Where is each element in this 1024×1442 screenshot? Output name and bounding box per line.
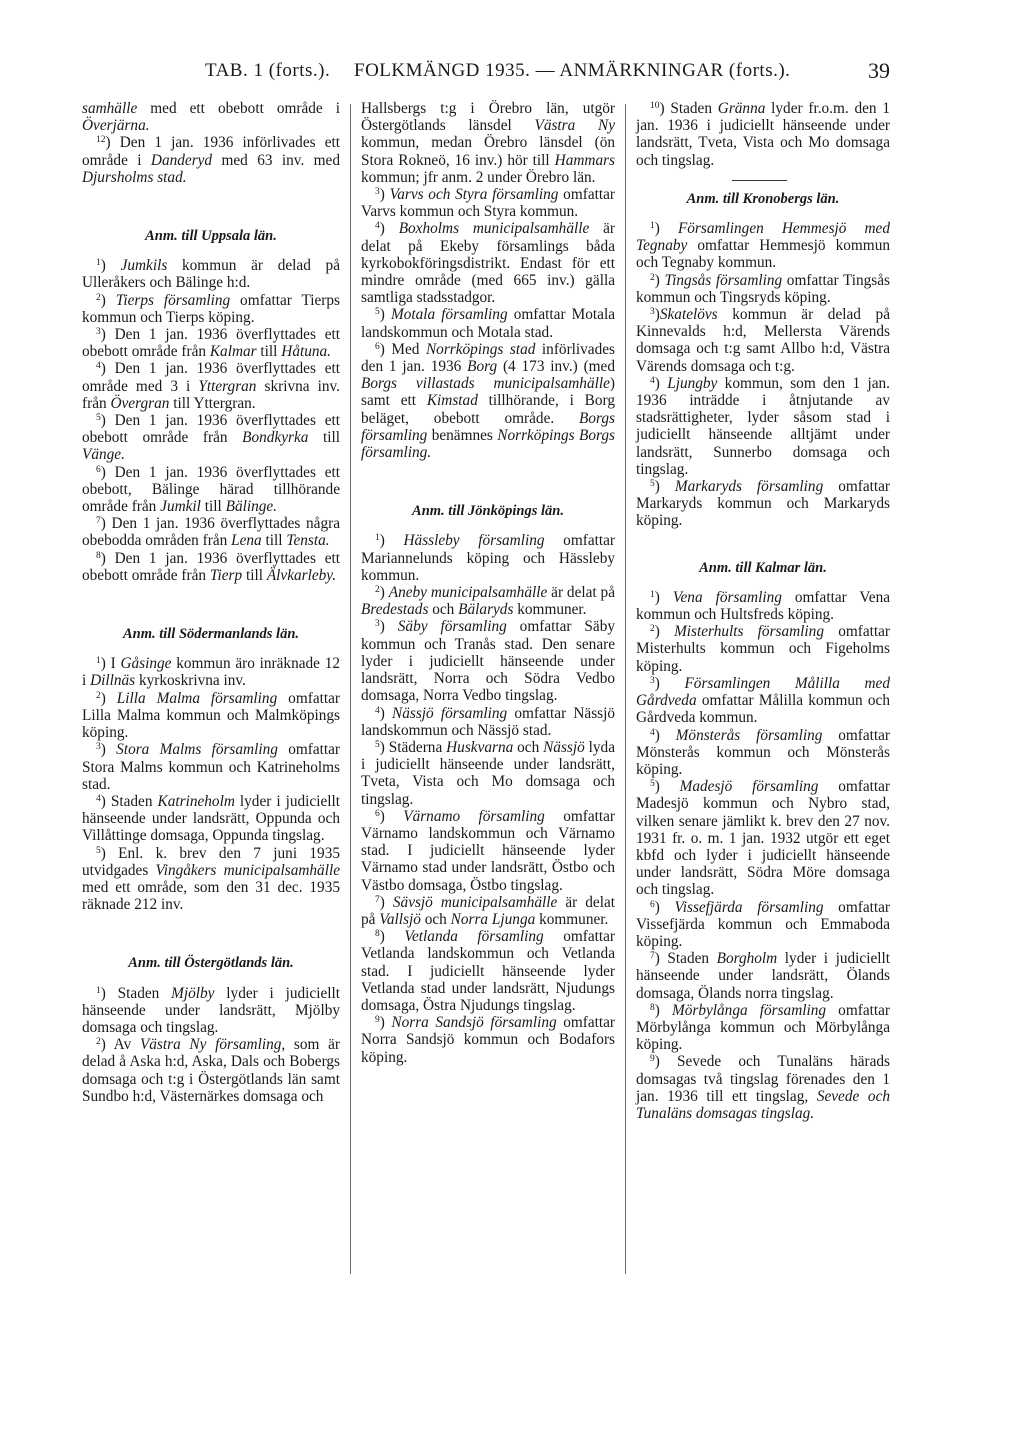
text-run: ) <box>379 807 404 825</box>
text-run: ) Den 1 jan. 1936 införlivades ett område i <box>82 134 340 169</box>
italic-term: Sevede och Tunaläns domsagas tingslag. <box>636 1087 891 1122</box>
footnote-paragraph <box>361 618 615 704</box>
text-run: lyder i judiciellt hänseende under landsrätt, Mjölby domsaga och tingslag. <box>82 984 340 1036</box>
text-run: Hallsbergs t:g i Örebro län, utgör Östergötlands länsdel <box>361 100 615 135</box>
text-run: ) <box>654 623 675 641</box>
page-title: FOLKMÄNGD 1935. — ANMÄRKNINGAR (forts.). <box>354 60 791 81</box>
footnote-paragraph <box>82 845 340 914</box>
footnote-paragraph <box>636 100 890 169</box>
footnote-number: 3 <box>650 675 655 686</box>
footnote-number: 6 <box>96 464 101 475</box>
footnote-paragraph <box>82 793 340 845</box>
footnote-number: 1 <box>96 985 101 996</box>
italic-term: Djursholms stad. <box>82 168 187 186</box>
footnote-paragraph <box>82 100 340 134</box>
italic-term: Huskvarna <box>446 738 514 756</box>
footnote-paragraph <box>636 478 890 530</box>
text-run: är delat på <box>547 584 615 602</box>
italic-term: Vallsjö <box>379 910 421 928</box>
footnote-number: 6 <box>375 341 380 352</box>
text-run: ) Enl. k. brev den 7 juni 1935 utvidgades <box>82 844 340 879</box>
italic-term: Sävsjö municipalsamhälle <box>392 893 558 911</box>
italic-term: Församlingen Målilla med Gårdveda <box>636 674 890 710</box>
italic-term: Jumkil <box>160 498 201 516</box>
italic-term: Vissefjärda församling <box>674 898 824 916</box>
text-run: tillhörande, i Borg beläget, obebott område. <box>361 392 615 427</box>
footnote-number: 5 <box>650 779 655 790</box>
text-run: omfattar Tingsås kommun och Tingsryds köping. <box>636 271 891 306</box>
footnote-paragraph <box>82 655 340 689</box>
text-run: med ett obebott område i <box>137 100 340 117</box>
text-run: kyrkoskrivna inv. <box>135 672 246 690</box>
footnote-number: 4 <box>650 727 655 738</box>
text-run: och <box>513 738 544 756</box>
text-run: till Yttergran. <box>169 394 256 412</box>
text-run: kommun är delad på Ulleråkers och Bälinge h:d. <box>82 257 340 292</box>
footnote-paragraph <box>361 584 615 618</box>
italic-term: Misterhults församling <box>674 623 824 641</box>
italic-term: Danderyd <box>150 151 213 169</box>
italic-term: Överjärna. <box>82 117 150 135</box>
text-run: ) <box>654 306 660 324</box>
italic-term: Vänge. <box>82 446 125 464</box>
footnote-paragraph <box>82 292 340 326</box>
italic-term: Lena <box>231 532 262 550</box>
text-run: ) Den 1 jan. 1936 överflyttades några obebodda områden från <box>82 515 340 550</box>
footnote-paragraph <box>361 186 615 220</box>
text-run: till <box>256 343 282 361</box>
footnote-number: 3 <box>96 327 101 338</box>
text-run: med ett område, som den 31 dec. 1935 räknade 212 inv. <box>82 878 340 914</box>
text-run: ) <box>654 726 676 744</box>
text-run: ) <box>379 220 399 238</box>
text-run: och <box>428 601 459 619</box>
footnote-number: 6 <box>375 808 380 819</box>
footnote-number: 4 <box>96 793 101 804</box>
italic-term: Västra Ny församling, <box>139 1036 286 1054</box>
footnote-paragraph <box>361 894 615 928</box>
text-run: kommuner. <box>513 601 587 619</box>
footnote-paragraph <box>82 1036 340 1105</box>
italic-term: Markaryds församling <box>674 478 824 496</box>
section-heading: Anm. till Kronobergs län. <box>686 190 840 207</box>
italic-term: Gåsinge <box>120 655 172 673</box>
italic-term: Bondkyrka <box>242 429 309 447</box>
text-run: ) Av <box>100 1036 140 1054</box>
footnote-number: 1 <box>96 258 101 269</box>
text-run: omfattar Säby kommun och Tranås stad. Den senare lyder i judiciellt hänseende under landsrätt, Norra och Södra Vedbo domsaga, Norra Vedbo tingslag. <box>361 618 616 705</box>
italic-term: Borgs församling <box>361 409 615 444</box>
footnote-paragraph <box>361 306 615 340</box>
text-run: omfattar Norra Sandsjö kommun och Bodafors köping. <box>361 1014 616 1066</box>
spacer <box>82 973 340 985</box>
italic-term: Kimstad <box>426 392 478 410</box>
section-heading: Anm. till Södermanlands län. <box>122 626 300 643</box>
italic-term: Norra Ljunga <box>450 910 536 928</box>
italic-term: Församlingen Hemmesjö med Tegnaby <box>636 220 890 255</box>
footnote-number: 3 <box>375 619 380 630</box>
italic-term: Övergran <box>110 394 170 412</box>
text-run: omfattar Motala landskommun och Motala stad. <box>361 306 616 341</box>
text-run: ) <box>654 1001 672 1019</box>
italic-term: Borgs villastads municipalsamhälle <box>361 375 610 393</box>
footnote-number: 9 <box>650 1054 655 1065</box>
text-run: ) <box>379 618 398 636</box>
text-run: omfattar Mönsterås kommun och Mönsterås köping. <box>636 726 891 778</box>
spacer <box>82 245 340 257</box>
italic-term: Nässjö församling <box>392 704 508 722</box>
section-heading: Anm. till Kalmar län. <box>699 559 827 576</box>
text-run: omfattar Lilla Malma kommun och Malmköpings köping. <box>82 689 340 742</box>
footnote-number: 2 <box>96 1037 101 1048</box>
footnote-number: 5 <box>96 413 101 424</box>
italic-term: Norrköpings stad <box>425 340 536 358</box>
text-run: omfattar Hemmesjö kommun och Tegnaby kommun. <box>636 237 890 272</box>
footnote-number: 6 <box>650 899 655 910</box>
spacer <box>361 461 615 503</box>
footnote-number: 10 <box>650 101 660 111</box>
text-run: (4 173 inv.) (med <box>497 358 615 376</box>
text-run: ) <box>100 689 117 707</box>
footnote-number: 7 <box>375 894 380 905</box>
spacer <box>82 643 340 655</box>
text-run: kommun, medan Örebro länsdel (ön Stora Rokneö, 16 inv.) hör till <box>361 134 615 169</box>
text-run: lyda i judiciellt hänseende under landsrätt, Tveta, Vista och Mo domsaga och tingslag. <box>361 738 615 808</box>
text-run: omfattar Madesjö kommun och Nybro stad, vilken senare jämlikt k. brev den 27 nov. 1931 fr. o. m. 1 jan. 1932 utgör ett eget kbfd och lyder i judiciellt hänseende under landsrätt, Södra Möre domsaga och tingslag. <box>636 778 891 899</box>
footnote-number: 9 <box>375 1015 380 1026</box>
text-run: ) <box>100 291 116 309</box>
footnote-paragraph <box>82 134 340 186</box>
footnote-paragraph <box>636 272 890 306</box>
text-run: ) <box>379 306 391 324</box>
text-run: ) <box>654 898 675 916</box>
footnote-paragraph <box>636 220 890 272</box>
text-run: och <box>420 910 451 928</box>
footnote-paragraph <box>636 375 890 478</box>
italic-term: Tensta. <box>286 532 330 550</box>
text-run: lyder fr.o.m. den 1 jan. 1936 i judiciellt hänseende under landsrätt, Tveta, Vista och Mo domsaga och tingslag. <box>636 100 890 169</box>
italic-term: Vetlanda församling <box>404 928 544 946</box>
footnote-number: 2 <box>96 690 101 701</box>
footnote-paragraph <box>82 741 340 793</box>
footnote-paragraph <box>636 623 890 675</box>
text-run: omfattar Tierps kommun och Tierps köping. <box>82 291 341 326</box>
footnote-paragraph <box>82 360 340 412</box>
text-run: kommun; jfr anm. 2 under Örebro län. <box>361 168 596 186</box>
text-run: ) Den 1 jan. 1936 överflyttades ett område med 3 i <box>82 360 340 395</box>
text-run: omfattar Vetlanda landskommun och Vetlanda stad. I judiciellt hänseende lyder Vetlanda stad under landsrätt, Njudungs domsaga, Östra Njudungs tingslag. <box>361 928 616 1014</box>
italic-term: Västra Ny <box>534 117 615 135</box>
italic-term: Bälinge. <box>225 498 277 516</box>
footnote-number: 5 <box>375 307 380 318</box>
text-run: kommun äro inräknade 12 i <box>82 655 340 690</box>
section-heading: Anm. till Östergötlands län. <box>128 955 294 972</box>
italic-term: Madesjö församling <box>679 778 819 796</box>
footnote-paragraph <box>636 589 890 623</box>
text-run: ) <box>654 374 668 392</box>
footnote-number: 5 <box>375 739 380 750</box>
italic-term: Borg <box>467 358 498 376</box>
italic-term: Värnamo församling <box>403 807 545 825</box>
text-run: ) <box>379 893 393 911</box>
italic-term: Bälaryds <box>458 601 514 619</box>
text-run: ) Den 1 jan. 1936 överflyttades ett obebott område från <box>82 326 340 361</box>
footnote-paragraph <box>636 727 890 779</box>
italic-term: Vingåkers municipalsamhälle <box>155 861 340 879</box>
footnote-paragraph <box>361 100 615 186</box>
footnote-paragraph <box>82 257 340 291</box>
footnote-number: 8 <box>650 1002 655 1013</box>
text-run: ) <box>654 271 665 289</box>
footnote-paragraph <box>361 220 615 306</box>
footnote-number: 2 <box>375 585 380 596</box>
text-run: omfattar Misterhults kommun och Figeholms köping. <box>636 623 891 675</box>
text-run: omfattar Markaryds kommun och Markaryds köping. <box>636 478 891 530</box>
text-run: omfattar Mariannelunds köping och Hässleby kommun. <box>361 532 615 584</box>
italic-term: Tierps församling <box>115 291 231 309</box>
footnote-paragraph <box>361 739 615 808</box>
column-divider <box>625 104 626 1274</box>
footnote-number: 4 <box>375 705 380 716</box>
text-run: ) Den 1 jan. 1936 överflyttades ett obebott område från <box>82 549 340 584</box>
italic-term: Jumkils <box>120 257 168 275</box>
footnote-number: 5 <box>96 845 101 856</box>
italic-term: Tierp <box>209 566 243 584</box>
spacer <box>361 520 615 532</box>
italic-term: Gränna <box>717 100 766 117</box>
spacer <box>636 577 890 589</box>
text-run: ) <box>379 584 389 602</box>
italic-term: Borgholm <box>716 950 778 968</box>
section-heading: Anm. till Uppsala län. <box>145 228 277 245</box>
text-run: omfattar Målilla kommun och Gårdveda kommun. <box>636 692 890 727</box>
text-run: ) <box>654 220 678 238</box>
text-run: till <box>308 429 340 447</box>
footnote-number: 8 <box>375 929 380 940</box>
text-run: med 63 inv. med <box>212 151 340 169</box>
footnote-number: 4 <box>650 375 655 386</box>
text-run: omfattar Varvs kommun och Styra kommun. <box>361 186 616 221</box>
footnote-paragraph <box>361 532 615 584</box>
footnote-number: 1 <box>96 656 101 667</box>
footnote-paragraph <box>82 515 340 549</box>
text-run: omfattar Vena kommun och Hultsfreds köping. <box>636 588 891 624</box>
text-column-1 <box>82 100 340 1105</box>
italic-term: Norra Sandsjö församling <box>391 1014 557 1032</box>
footnote-number: 8 <box>96 550 101 561</box>
footnote-paragraph <box>636 1053 890 1122</box>
text-run: omfattar Stora Malms kommun och Katrineholms stad. <box>82 741 341 793</box>
footnote-number: 1 <box>650 221 655 232</box>
footnote-number: 4 <box>96 361 101 372</box>
italic-term: Dillnäs <box>90 672 136 690</box>
text-run: ) samt ett <box>361 375 615 410</box>
text-run: omfattar Mörbylånga kommun och Mörbylånga köping. <box>636 1001 890 1054</box>
footnote-number: 1 <box>375 533 380 544</box>
italic-term: Vena församling <box>672 588 782 606</box>
footnote-number: 2 <box>650 624 655 635</box>
table-label: TAB. 1 (forts.). <box>205 60 331 81</box>
italic-term: Älvkarleby. <box>266 566 337 584</box>
italic-term: Varvs och Styra församling <box>389 186 559 204</box>
text-run: ) Sevede och Tunaläns härads domsagas två tingslag förenades den 1 jan. 1936 till ett tingslag, <box>636 1053 890 1105</box>
italic-term: Mörbylånga församling <box>671 1001 827 1019</box>
italic-term: Säby församling <box>397 618 507 636</box>
footnote-paragraph <box>82 412 340 464</box>
text-run: ) <box>379 186 390 204</box>
footnote-paragraph <box>361 705 615 739</box>
page-number: 39 <box>868 58 890 83</box>
italic-term: Mjölby <box>171 984 215 1002</box>
italic-term: Stora Malms församling <box>116 741 278 759</box>
italic-term: Katrineholm <box>157 792 235 810</box>
footnote-number: 7 <box>96 516 101 527</box>
text-run: ) <box>379 928 405 946</box>
footnote-paragraph <box>636 675 890 727</box>
text-run: är delat på Ekeby församlings båda kyrkobokföringsdistrikt. Endast för ett mindre område (med 665 inv.) gälla samtliga stadsstadgor. <box>361 220 615 307</box>
text-run: ) <box>379 532 404 550</box>
italic-term: Norrköpings Borgs församling. <box>361 426 615 462</box>
text-run: som är delad å Aska h:d, Aska, Dals och Bobergs domsaga och t:g i Östergötlands län samt Sundbo h:d, Västernärkes domsaga och <box>82 1036 340 1105</box>
italic-term: Ljungby <box>667 374 718 392</box>
footnote-paragraph <box>636 950 890 1002</box>
footnote-number: 2 <box>96 292 101 303</box>
footnote-paragraph <box>636 1002 890 1054</box>
text-run: ) Staden <box>100 792 158 810</box>
text-run: omfattar Nässjö landskommun och Nässjö stad. <box>361 704 615 739</box>
footnote-paragraph <box>361 341 615 461</box>
italic-term: Hässleby församling <box>403 532 545 550</box>
text-run: ) <box>654 674 685 692</box>
page-header <box>0 60 1024 90</box>
footnote-number: 3 <box>96 742 101 753</box>
footnote-paragraph <box>82 550 340 584</box>
text-run: omfattar Värnamo landskommun och Värnamo stad. I judiciellt hänseende lyder Värnamo stad under landsrätt, Östbo och Västbo domsaga, Östbo tingslag. <box>361 807 616 894</box>
footnote-number: 12 <box>96 135 106 146</box>
section-rule <box>732 180 787 181</box>
footnote-paragraph <box>361 808 615 894</box>
column-divider <box>350 104 351 1274</box>
text-run: ) Den 1 jan. 1936 överflyttades ett obebott område från <box>82 412 340 447</box>
text-run: införlivades den 1 jan. 1936 <box>361 340 615 376</box>
footnote-paragraph <box>82 326 340 360</box>
italic-term: Bredestads <box>361 601 429 619</box>
footnote-paragraph <box>361 928 615 1014</box>
italic-term: Håtuna. <box>281 343 331 361</box>
spacer <box>82 584 340 626</box>
footnote-number: 4 <box>375 221 380 232</box>
footnote-number: 1 <box>650 589 655 600</box>
text-run: ) <box>100 741 117 759</box>
text-run: ) Staden <box>100 984 172 1002</box>
text-run: lyder i judiciellt hänseende under landsrätt, Oppunda och Villåttinge domsaga, Oppunda tingslag. <box>82 792 340 845</box>
text-run: ) I <box>100 655 121 673</box>
text-run: ) <box>654 588 673 606</box>
italic-term: Motala församling <box>390 306 508 324</box>
italic-term: Nässjö <box>543 738 585 756</box>
text-run: ) <box>379 704 393 722</box>
italic-term: samhälle <box>82 100 138 117</box>
text-run: till <box>200 498 226 516</box>
text-run: skrivna inv. från <box>82 377 340 412</box>
spacer <box>636 208 890 220</box>
italic-term: Hammars <box>554 151 615 169</box>
text-run: benämnes <box>427 426 498 444</box>
spacer <box>82 186 340 228</box>
italic-term: Aneby municipalsamhälle <box>388 584 548 602</box>
text-run: kommun är delad på Kinnevalds h:d, Mellersta Värends domsaga och t:g samt Allbo h:d, Västra Värends domsaga och t:g. <box>636 306 890 375</box>
text-run: ) <box>654 478 675 496</box>
italic-term: Lilla Malma församling <box>116 689 278 707</box>
footnote-number: 5 <box>650 479 655 490</box>
italic-term: Kalmar <box>209 343 257 361</box>
text-run: är delat på <box>361 893 615 928</box>
italic-term: Tingsås församling <box>664 271 783 289</box>
text-column-3 <box>636 100 890 1122</box>
italic-term: Mönsterås församling <box>675 726 823 744</box>
footnote-number: 7 <box>650 951 655 962</box>
text-run: lyder i judiciellt hänseende under landsrätt, Ölands domsaga, Ölands norra tingslag. <box>636 950 890 1002</box>
text-run: kommuner. <box>535 910 609 928</box>
text-run: ) <box>379 1014 392 1032</box>
footnote-number: 3 <box>375 187 380 198</box>
footnote-paragraph <box>82 690 340 742</box>
text-run: ) Den 1 jan. 1936 överflyttades ett obebott, Bälinge härad tillhörande område från <box>82 463 340 516</box>
text-run: ) Staden <box>654 950 717 968</box>
footnote-paragraph <box>636 306 890 375</box>
spacer <box>636 530 890 560</box>
text-run: ) Med <box>379 340 426 358</box>
italic-term: Skatelövs <box>659 306 718 324</box>
italic-term: Yttergran <box>198 377 257 395</box>
text-run: ) <box>100 257 121 275</box>
text-run: omfattar Vissefjärda kommun och Emmaboda köping. <box>636 898 890 950</box>
text-column-2 <box>361 100 615 1066</box>
footnote-paragraph <box>361 1014 615 1066</box>
text-run: ) Städerna <box>379 738 447 756</box>
text-run: ) Staden <box>659 100 718 117</box>
footnote-number: 3 <box>650 307 655 318</box>
section-heading: Anm. till Jönköpings län. <box>412 503 564 520</box>
text-run: kommun, som den 1 jan. 1936 inträdde i åtnjutande av stadsrättigheter, lyder såsom stad i judiciellt hänseende alltjämt under landsrätt, Sunnerbo domsaga och tingslag. <box>636 374 890 478</box>
footnote-paragraph <box>636 899 890 951</box>
text-run: till <box>261 532 287 550</box>
footnote-paragraph <box>636 778 890 898</box>
spacer <box>82 913 340 955</box>
italic-term: Boxholms municipalsamhälle <box>398 220 590 238</box>
footnote-paragraph <box>82 464 340 516</box>
text-run: ) <box>654 778 680 796</box>
footnote-paragraph <box>82 985 340 1037</box>
footnote-number: 2 <box>650 272 655 283</box>
text-run: till <box>242 566 267 584</box>
